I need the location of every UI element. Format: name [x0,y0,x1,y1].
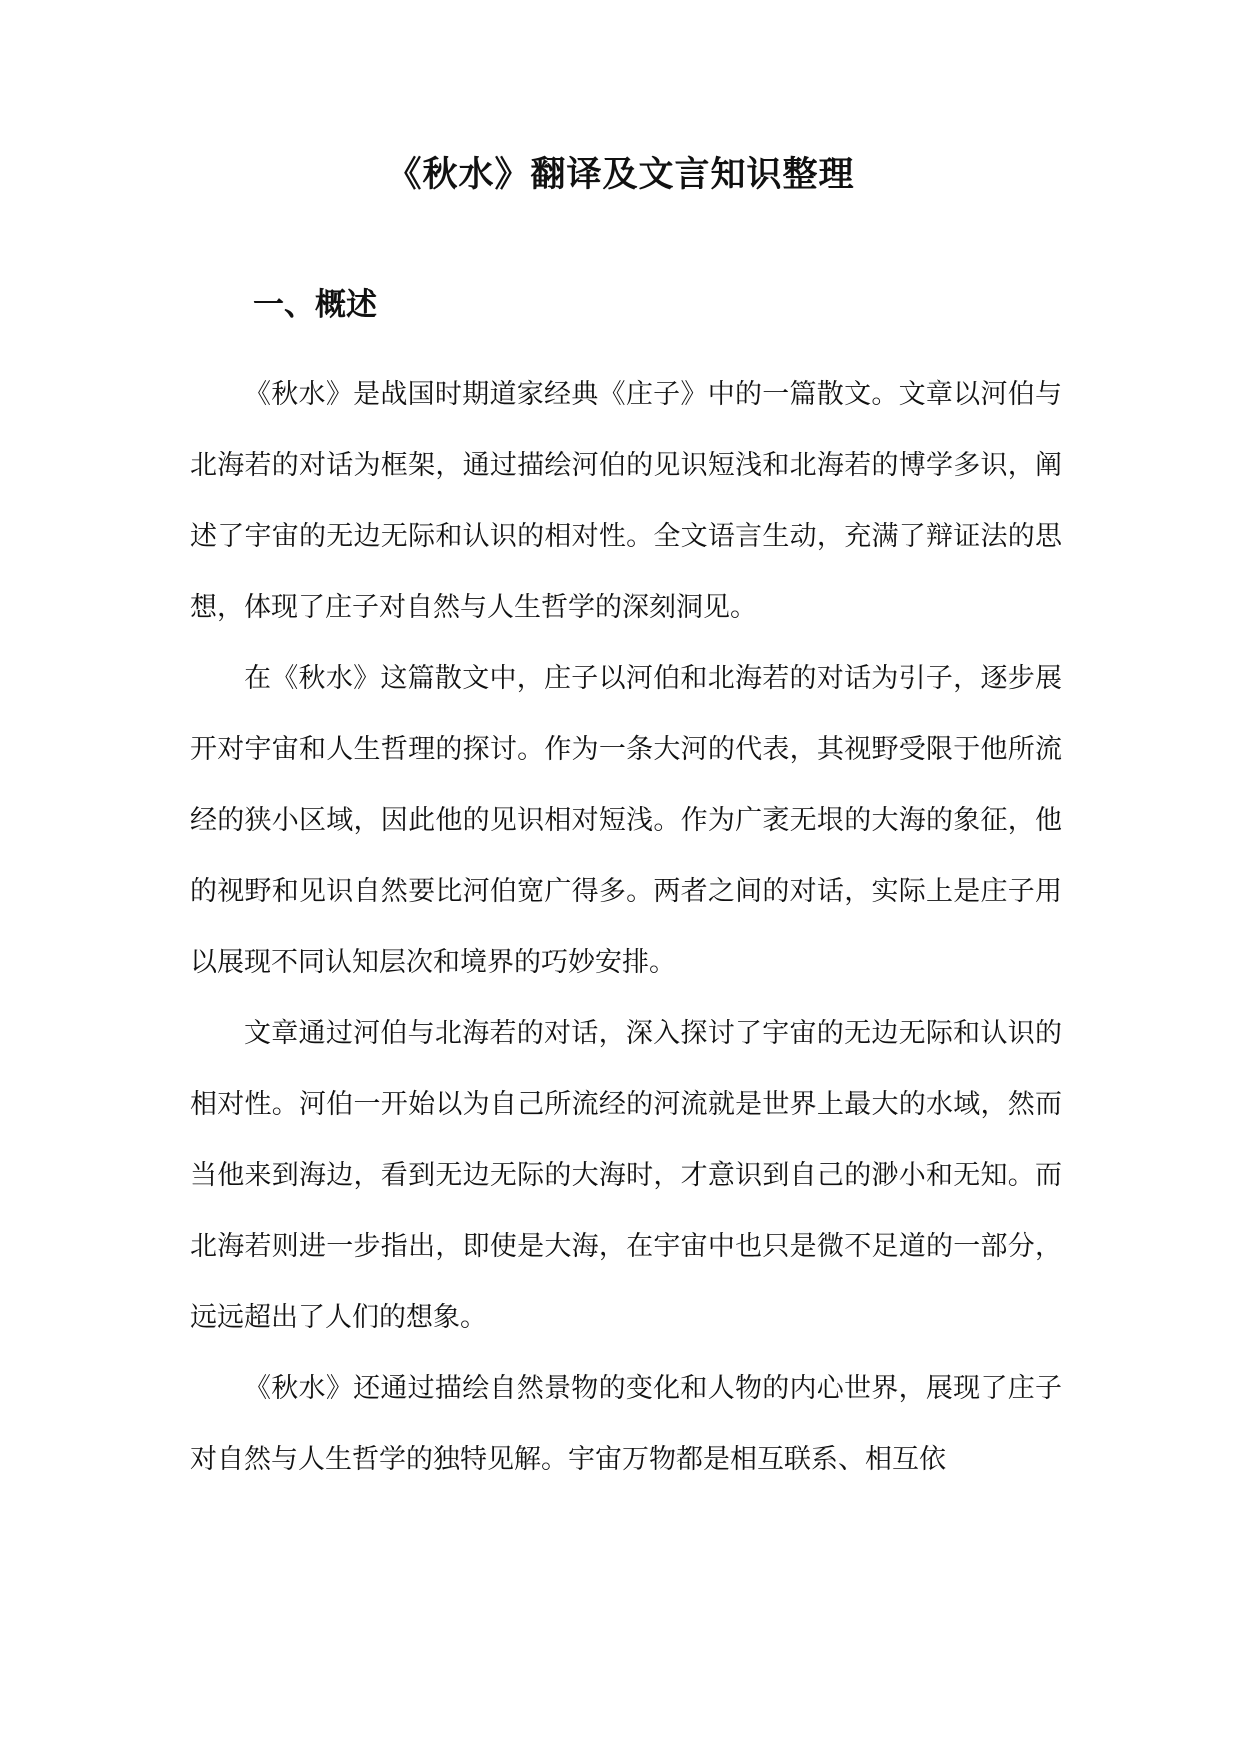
paragraph-2: 在《秋水》这篇散文中，庄子以河伯和北海若的对话为引子，逐步展开对宇宙和人生哲理的探讨。作为一条大河的代表，其视野受限于他所流经的狭小区域，因此他的见识相对短浅。作为广袤无垠的大海的象征，他的视野和见识自然要比河伯宽广得多。两者之间的对话，实际上是庄子用以展现不同认知层次和境界的巧妙安排。 [190,663,1062,978]
paragraph-3: 文章通过河伯与北海若的对话，深入探讨了宇宙的无边无际和认识的相对性。河伯一开始以为自己所流经的河流就是世界上最大的水域，然而当他来到海边，看到无边无际的大海时，才意识到自己的渺小和无知。而北海若则进一步指出，即使是大海，在宇宙中也只是微不足道的一部分，远远超出了人们的想象。 [190,1018,1062,1333]
section-body [190,359,1062,1495]
section-heading-overview: 一、概述 [253,287,377,323]
document-title: 《秋水》翻译及文言知识整理 [386,155,855,195]
paragraph-1: 《秋水》是战国时期道家经典《庄子》中的一篇散文。文章以河伯与北海若的对话为框架，通过描绘河伯的见识短浅和北海若的博学多识，阐述了宇宙的无边无际和认识的相对性。全文语言生动，充满了辩证法的思想，体现了庄子对自然与人生哲学的深刻洞见。 [190,379,1062,623]
paragraph-4: 《秋水》还通过描绘自然景物的变化和人物的内心世界，展现了庄子对自然与人生哲学的独特见解。宇宙万物都是相互联系、相互依 [190,1373,1062,1475]
